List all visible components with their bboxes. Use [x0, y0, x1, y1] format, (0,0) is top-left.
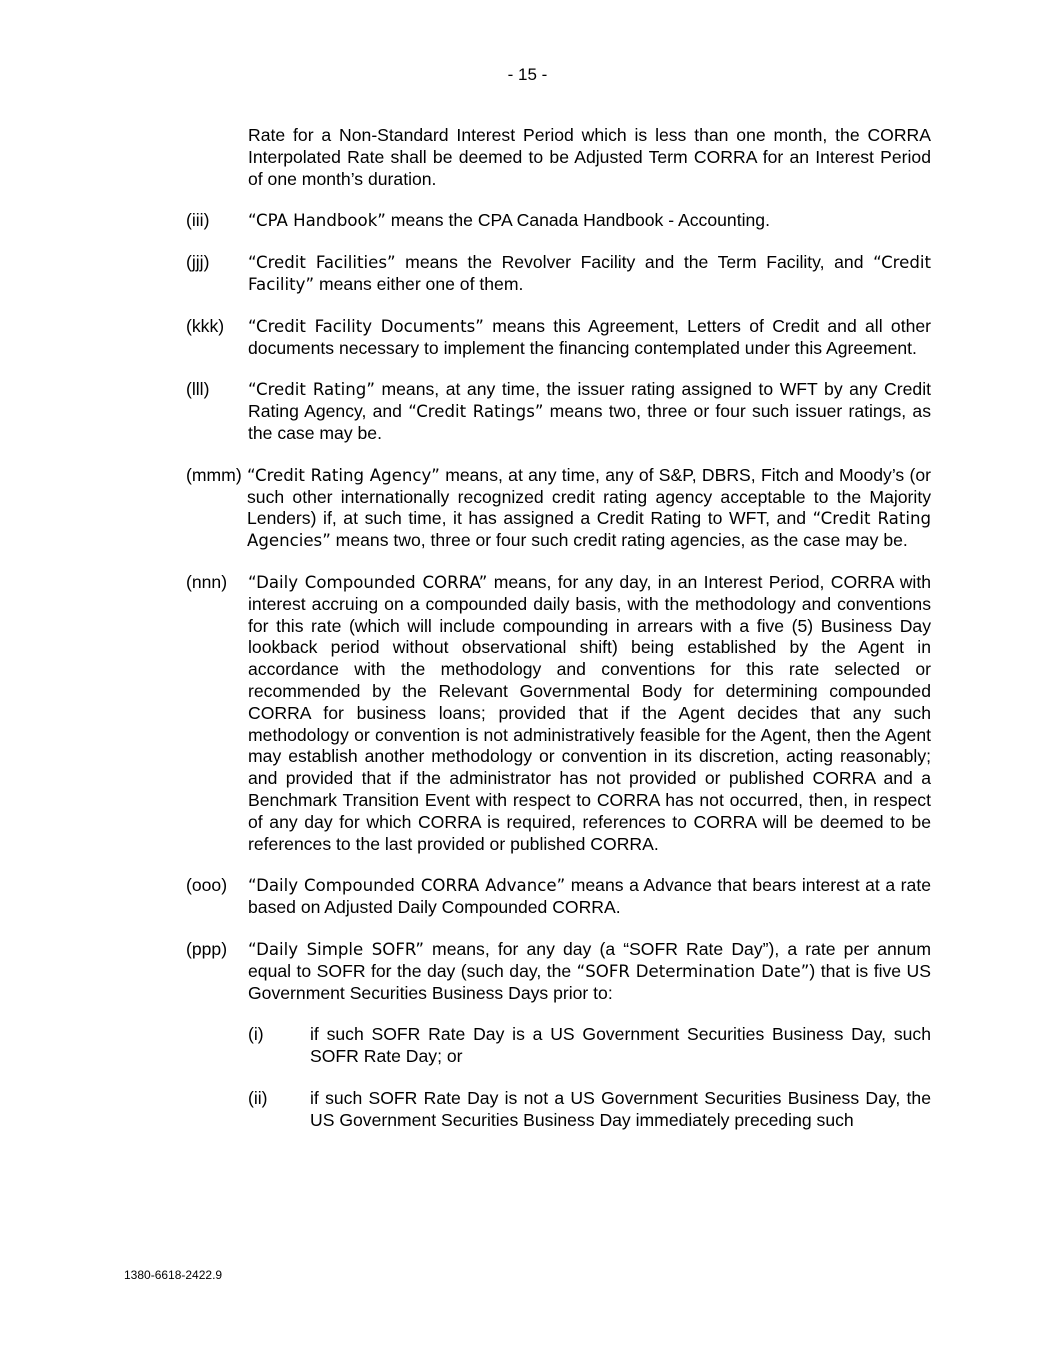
definition-number: (iii)	[186, 210, 210, 231]
document-body	[186, 125, 931, 1171]
definition-text	[248, 379, 931, 444]
definition-text	[248, 252, 931, 296]
definition-body: means a Advance that bears interest at a rate based on Adjusted Daily Compounded CORRA.	[248, 875, 931, 918]
sub-clause-list	[248, 1024, 931, 1131]
defined-term: “Daily Simple SOFR”	[248, 939, 424, 959]
continued-paragraph: Rate for a Non-Standard Interest Period which is less than one month, the CORRA Interpolated Rate shall be deemed to be Adjusted Term CORRA for an Interest Period of one month’s duration.	[248, 125, 931, 189]
defined-term: “Daily Compounded CORRA Advance”	[248, 876, 566, 896]
definition-text	[248, 939, 931, 1152]
definition-iii	[186, 210, 931, 232]
definition-number: (nnn)	[186, 571, 228, 592]
definition-text	[247, 465, 931, 552]
sub-clause-text: if such SOFR Rate Day is a US Government Securities Business Day, such SOFR Rate Day; or	[310, 1024, 931, 1067]
definition-body: means, for any day (a “SOFR Rate Day”), a rate per annum equal to SOFR for the day (such day, the	[248, 938, 931, 981]
definition-number: (kkk)	[186, 315, 225, 336]
sub-clause-number: (i)	[248, 1024, 264, 1045]
sub-clause-ii	[248, 1088, 931, 1132]
definition-body: ) that is five US Government Securities Business Days prior to:	[248, 960, 931, 1003]
definition-body: means either one of them.	[314, 273, 524, 294]
definition-text	[248, 210, 931, 232]
defined-term: “Credit Facility Documents”	[248, 316, 484, 336]
definition-kkk	[186, 316, 931, 360]
definition-body: means, for any day, in an Interest Period, CORRA with interest accruing on a compounded daily basis, with the methodology and conventions for this rate (which will include compounding in arrears with a five (5) Business Day lookback period without observational shift) being established by the Agent in accordance with the methodology and conventions for this rate selected or recommended by the Relevant Governmental Body for determining compounded CORRA for business loans; provided that if the Agent decides that any such methodology or convention is not administratively feasible for the Agent, then the Agent may establish another methodology or convention in its discretion, acting reasonably; and provided that if the administrator has not provided or published CORRA and a Benchmark Transition Event with respect to CORRA has not occurred, then, in respect of any day for which CORRA is required, references to CORRA will be deemed to be references to the last provided or published CORRA.	[248, 571, 931, 854]
definition-jjj	[186, 252, 931, 296]
definition-mmm	[186, 465, 931, 552]
definition-body: means two, three or four such credit rating agencies, as the case may be.	[330, 530, 908, 551]
definition-number: (jjj)	[186, 252, 210, 273]
defined-term: “Credit Ratings”	[408, 402, 544, 422]
page-number: - 15 -	[507, 65, 548, 84]
definition-body: means, at any time, the issuer rating assigned to WFT by any Credit Rating Agency, and	[248, 379, 931, 422]
definition-body: means this Agreement, Letters of Credit and all other documents necessary to implement the financing contemplated under this Agreement.	[248, 315, 932, 358]
definition-number: (ppp)	[186, 938, 228, 959]
definition-number: (mmm)	[186, 464, 242, 485]
definition-body: means the Revolver Facility and the Term Facility, and	[395, 252, 874, 273]
definition-number: (lll)	[186, 379, 210, 400]
sub-clause-number: (ii)	[248, 1087, 268, 1108]
definition-text	[248, 572, 931, 855]
definition-text	[248, 875, 931, 919]
definition-lll	[186, 379, 931, 444]
definition-body: means two, three or four such issuer ratings, as the case may be.	[248, 401, 931, 443]
sub-clause-text: if such SOFR Rate Day is not a US Government Securities Business Day, the US Government Securities Business Day immediately preceding such	[310, 1087, 931, 1130]
defined-term: “Credit Rating”	[248, 380, 375, 400]
definition-paragraph	[248, 939, 931, 1004]
definition-ooo	[186, 875, 931, 919]
definition-number: (ooo)	[186, 875, 228, 896]
definition-nnn	[186, 572, 931, 855]
defined-term: “Credit Rating Agencies”	[247, 509, 931, 551]
defined-term: “Credit Facilities”	[248, 253, 396, 273]
definition-text	[248, 316, 931, 360]
document-id: 1380-6618-2422.9	[124, 1268, 223, 1282]
definition-ppp	[186, 939, 931, 1152]
defined-term: “Credit Facility”	[248, 253, 931, 294]
definition-body: means the CPA Canada Handbook - Accounting.	[385, 210, 770, 231]
defined-term: “CPA Handbook”	[248, 211, 386, 231]
defined-term: “Daily Compounded CORRA”	[248, 572, 488, 592]
defined-term: “SOFR Determination Date”	[576, 961, 810, 981]
sub-clause-i	[248, 1024, 931, 1068]
defined-term: “Credit Rating Agency”	[247, 465, 440, 485]
definition-body: means, at any time, any of S&P, DBRS, Fitch and Moody’s (or such other internationally recognized credit rating agency acceptable to the Majority Lenders) if, at such time, it has assigned a Credit Rating to WFT, and	[247, 464, 932, 529]
